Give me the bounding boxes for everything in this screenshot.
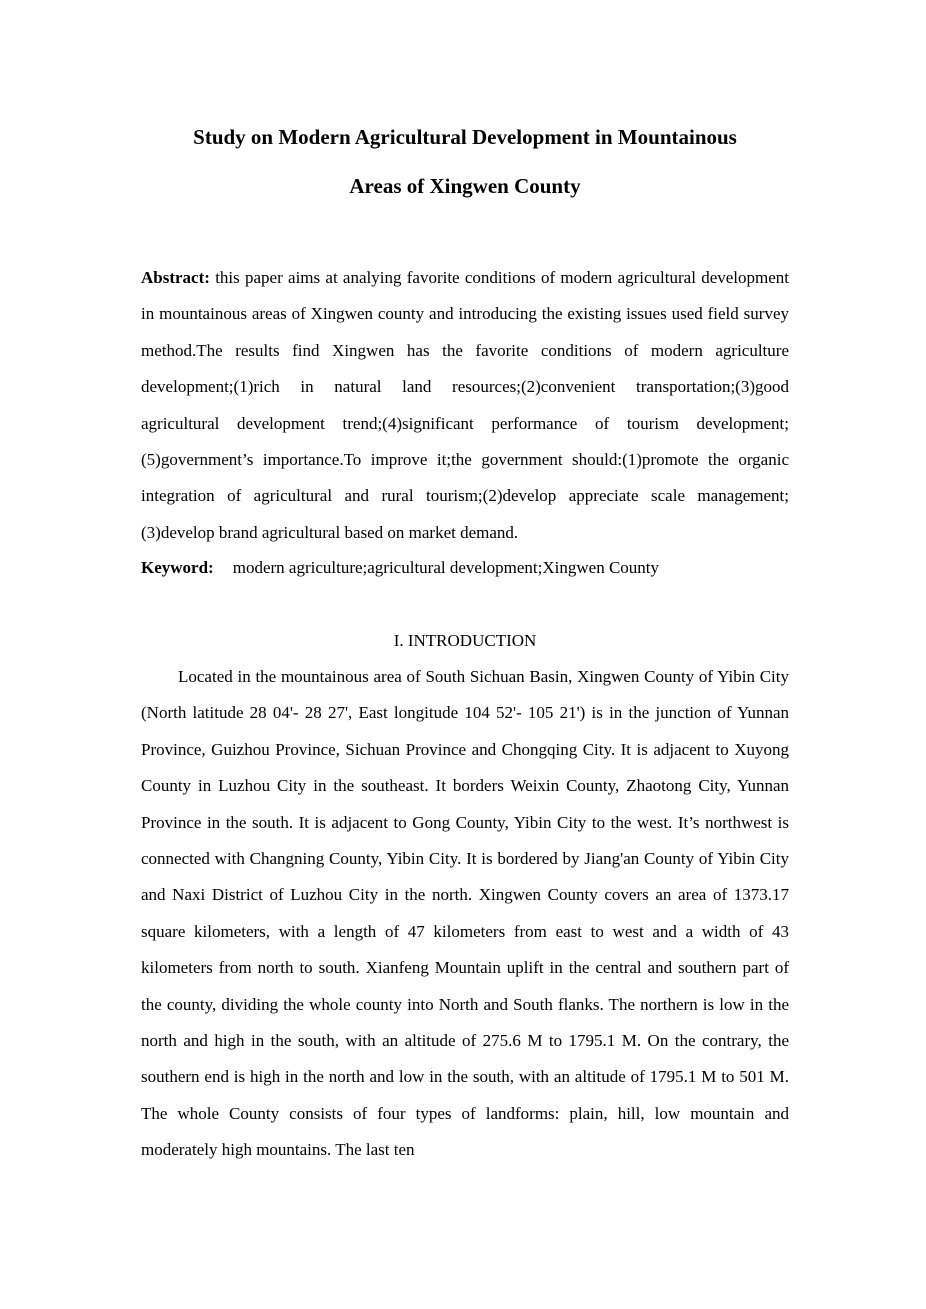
keyword-block: [141, 550, 789, 586]
abstract-label: Abstract:: [141, 268, 210, 287]
abstract-text: this paper aims at analying favorite conditions of modern agricultural development in mountainous areas of Xingwen county and introducing the existing issues used field survey method.The results find Xingwen has the favorite conditions of modern agriculture development;(1)rich in natural land resources;(2)convenient transportation;(3)good agricultural development trend;(4)significant performance of tourism development;(5)government’s importance.To improve it;the government should:(1)promote the organic integration of agricultural and rural tourism;(2)develop appreciate scale management;(3)develop brand agricultural based on market demand.: [141, 268, 789, 542]
paper-title-line-1: Study on Modern Agricultural Development in Mountainous: [193, 125, 737, 149]
keyword-text: modern agriculture;agricultural development;Xingwen County: [232, 558, 660, 577]
abstract-block: [141, 260, 789, 551]
keyword-label: Keyword:: [141, 558, 214, 577]
paper-title-line-2: Areas of Xingwen County: [349, 174, 581, 198]
section-heading: I. INTRODUCTION: [393, 631, 537, 650]
body-paragraph: Located in the mountainous area of South Sichuan Basin, Xingwen County of Yibin City (North latitude 28 04'- 28 27', East longitude 104 52'- 105 21') is in the junction of Yunnan Province, Guizhou Province, Sichuan Province and Chongqing City. It is adjacent to Xuyong County in Luzhou City in the southeast. It borders Weixin County, Zhaotong City, Yunnan Province in the south. It is adjacent to Gong County, Yibin City to the west. It’s northwest is connected with Changning County, Yibin City. It is bordered by Jiang'an County of Yibin City and Naxi District of Luzhou City in the north. Xingwen County covers an area of 1373.17 square kilometers, with a length of 47 kilometers from east to west and a width of 43 kilometers from north to south. Xianfeng Mountain uplift in the central and southern part of the county, dividing the whole county into North and South flanks. The northern is low in the north and high in the south, with an altitude of 275.6 M to 1795.1 M. On the contrary, the southern end is high in the north and low in the south, with an altitude of 1795.1 M to 501 M. The whole County consists of four types of landforms: plain, hill, low mountain and moderately high mountains. The last ten: [141, 667, 789, 1160]
